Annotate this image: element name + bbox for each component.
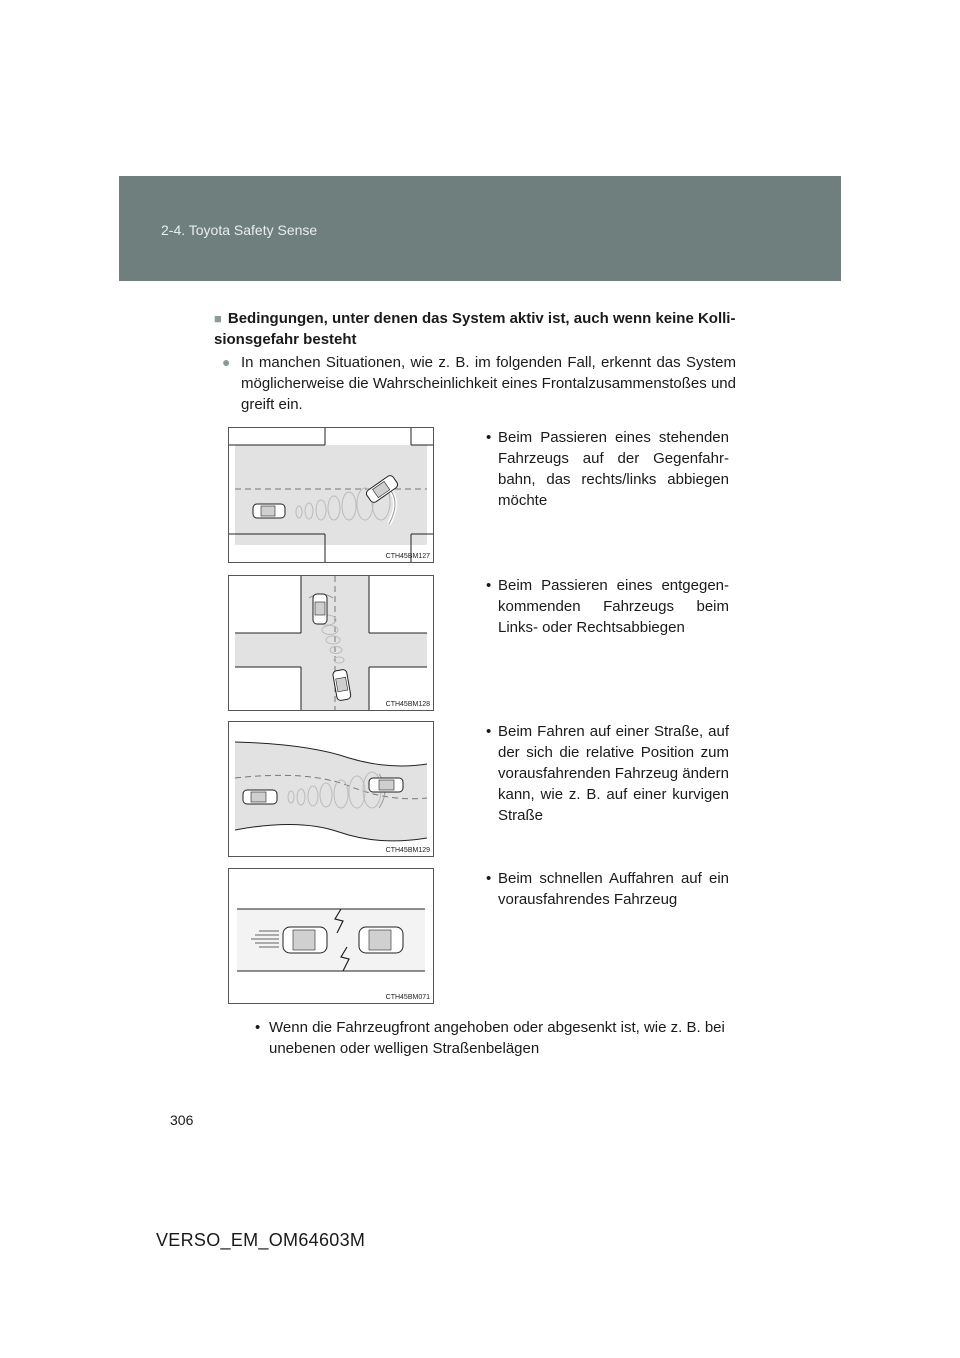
bullet-item-5: [255, 1017, 745, 1059]
bullet-item-3: [486, 721, 729, 826]
bullet-dot-icon: •: [486, 870, 492, 887]
figure-code: CTH45BM129: [385, 847, 430, 854]
header-band: [119, 176, 841, 281]
square-bullet-icon: ■: [214, 311, 222, 326]
bullet-dot-icon: •: [486, 577, 492, 594]
bullet-text: Wenn die Fahrzeugfront angehoben oder abgesenkt ist, wie z. B. bei unebenen oder welligen Straßenbelägen: [269, 1019, 725, 1057]
bullet-dot-icon: •: [486, 723, 492, 740]
bullet-text: Beim Passieren eines entgegen-kommenden Fahrzeugs beim Links- oder Rechtsabbiegen: [498, 577, 729, 636]
bullet-item-1: [486, 427, 729, 511]
page-number: 306: [170, 1112, 194, 1128]
bullet-item-4: [486, 868, 729, 910]
bullet-dot-icon: •: [486, 429, 492, 446]
illustration-intersection-turning: [229, 576, 433, 710]
figure-code: CTH45BM127: [385, 553, 430, 560]
illustration-oncoming-turning: [229, 428, 433, 562]
figure-intersection-turning: [228, 575, 434, 711]
illustration-curved-road: [229, 722, 433, 856]
bullet-text: Beim schnellen Auffahren auf ein vorausfahrendes Fahrzeug: [498, 870, 729, 908]
section-title: 2-4. Toyota Safety Sense: [161, 222, 318, 238]
intro-text: In manchen Situationen, wie z. B. im folgenden Fall, erkennt das System möglicherweise die Wahrscheinlichkeit eines Frontalzusammenstoßes und greift ein.: [241, 354, 736, 413]
heading-text: Bedingungen, unter denen das System aktiv ist, auch wenn keine Kolli-sionsgefahr besteht: [214, 310, 736, 348]
section-heading: [214, 308, 754, 350]
figure-curved-road: [228, 721, 434, 857]
intro-paragraph: [222, 352, 736, 415]
bullet-text: Beim Fahren auf einer Straße, auf der sich die relative Position zum vorausfahrenden Fahrzeug ändern kann, wie z. B. auf einer kurvigen Straße: [498, 723, 729, 824]
bullet-dot-icon: •: [255, 1019, 261, 1036]
bullet-text: Beim Passieren eines stehenden Fahrzeugs auf der Gegenfahr-bahn, das rechts/links abbiegen möchte: [498, 429, 729, 509]
figure-code: CTH45BM128: [385, 701, 430, 708]
bullet-item-2: [486, 575, 729, 638]
circle-bullet-icon: ●: [222, 354, 231, 370]
document-code: VERSO_EM_OM64603M: [156, 1230, 366, 1250]
illustration-rapid-approach: [229, 869, 433, 1003]
figure-oncoming-turning: [228, 427, 434, 563]
figure-rapid-approach: [228, 868, 434, 1004]
figure-code: CTH45BM071: [385, 994, 430, 1001]
